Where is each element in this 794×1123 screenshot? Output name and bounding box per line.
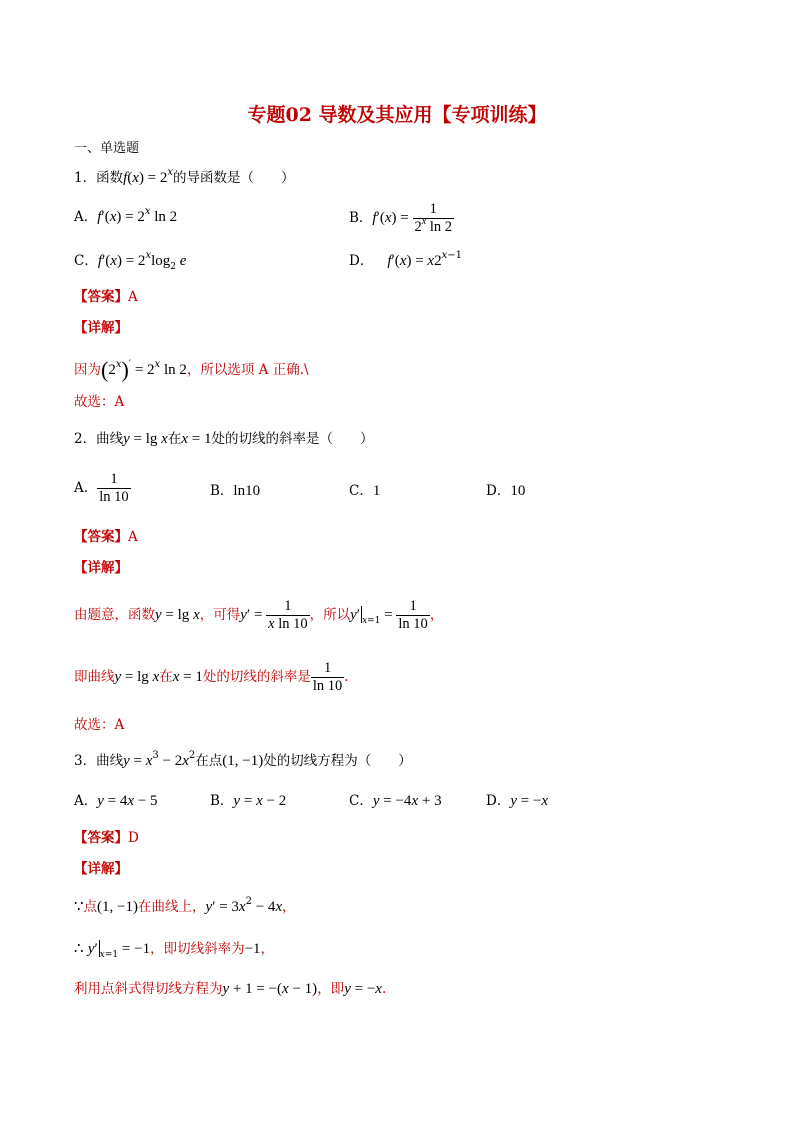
q2-option-b[interactable]: B．ln10 — [210, 483, 261, 499]
q1-answer: 【答案】A — [74, 289, 138, 305]
q3-answer: 【答案】D — [74, 830, 139, 846]
q1-explanation: 因为$(2^x)' = 2^x$ ln 2，所以选项 A 正确.\ — [74, 357, 309, 382]
q3-option-c[interactable]: C．y = −4x + 3 — [349, 793, 442, 809]
section-heading: 一、单选题 — [74, 141, 140, 156]
page-title: 专题02 导数及其应用【专项训练】 — [247, 104, 547, 126]
therefore-icon: ∴ — [74, 941, 84, 957]
q3-option-b[interactable]: B．y = x − 2 — [210, 793, 287, 809]
question-3-stem: 3．曲线$y = x^3 - 2x^2$在点(1, −1)处的切线方程为（ ） — [74, 750, 412, 769]
q3-option-d[interactable]: D．y = −x — [486, 793, 549, 809]
q2-detail-heading: 【详解】 — [74, 560, 128, 576]
q1-option-d[interactable]: D． $f'(x) = x2^{x-1}$ — [349, 250, 462, 269]
question-1-stem: 1．函数$f(x) = 2^x$的导函数是（ ） — [74, 167, 295, 186]
q1-option-b[interactable]: B．f′(x) = $\frac{1}{2^x \ln 2}$ — [349, 201, 452, 235]
q2-explanation-line-2: 即曲线y = lg x在x = 1处的切线的斜率是 $\frac{1}{\ln 10}$ . — [74, 660, 349, 694]
q3-explanation-line-2: ∴ y′ $_{x=1}$ = −1，即切线斜率为−1， — [74, 941, 275, 960]
q3-explanation-line-1: ∵点(1, −1)在曲线上，$y' = 3x^2 - 4x$， — [74, 896, 296, 915]
q3-explanation-line-3: 利用点斜式得切线方程为y + 1 = −(x − 1)，即y = −x. — [74, 981, 387, 997]
q3-option-a[interactable]: A．y = 4x − 5 — [74, 793, 158, 809]
q1-detail-heading: 【详解】 — [74, 320, 128, 336]
question-2-stem: 2．曲线y = lg x在x = 1处的切线的斜率是（ ） — [74, 431, 374, 447]
q1-option-c[interactable]: C．$f'(x) = 2^x\log_2$ e — [74, 250, 187, 272]
because-icon: ∵ — [74, 899, 84, 915]
q3-detail-heading: 【详解】 — [74, 861, 128, 877]
q2-answer: 【答案】A — [74, 529, 138, 545]
q2-option-d[interactable]: D．10 — [486, 483, 526, 499]
q1-choice: 故选：A — [74, 394, 125, 410]
q2-option-a[interactable]: A． $\frac{1}{\ln 10}$ — [74, 471, 129, 505]
q2-option-c[interactable]: C．1 — [349, 483, 381, 499]
q1-option-a[interactable]: A．$f'(x) = 2^x$ ln 2 — [74, 206, 178, 225]
q2-explanation-line-1: 由题意，函数y = lg x，可得y′ = $\frac{1}{\text{x ln 10}}$ ，所以y′ $_{x=1}$ = $\frac{1}{\ln 10}$ ， — [74, 598, 444, 632]
q2-choice: 故选：A — [74, 717, 125, 733]
